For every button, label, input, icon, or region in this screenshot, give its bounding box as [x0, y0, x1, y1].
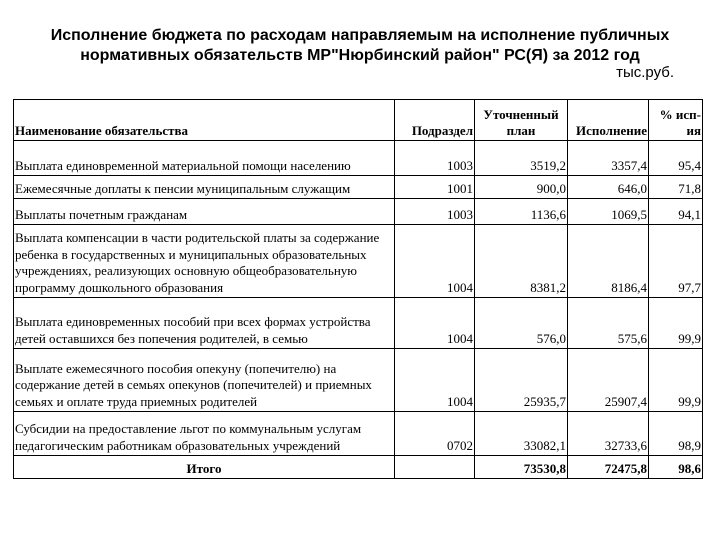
header-plan-line1: Уточненный — [483, 107, 559, 122]
row-plan: 33082,1 — [474, 412, 567, 455]
row-name: Выплата компенсации в части родительской платы за содержание ребенка в государственных и муниципальных образовательных учреждениях, реализующих основную общеобразовательную программу дошкольного образования — [15, 230, 380, 295]
header-percent-line1: % исп- — [659, 107, 701, 122]
row-plan: 3519,2 — [474, 141, 567, 175]
total-execution: 72475,8 — [567, 456, 648, 478]
row-plan: 900,0 — [474, 176, 567, 198]
table-row — [13, 140, 703, 175]
header-percent-line2: ия — [686, 123, 701, 138]
header-execution: Исполнение — [567, 100, 648, 140]
total-subsection — [394, 456, 474, 478]
row-percent: 99,9 — [648, 298, 702, 348]
row-execution: 646,0 — [567, 176, 648, 198]
table-header — [13, 99, 703, 140]
row-execution: 575,6 — [567, 298, 648, 348]
table-row — [13, 411, 703, 455]
row-name: Выплаты почетным гражданам — [15, 206, 188, 222]
row-plan: 576,0 — [474, 298, 567, 348]
header-subsection: Подраздел — [394, 100, 474, 140]
row-subsection: 1001 — [394, 176, 474, 198]
row-percent: 95,4 — [648, 141, 702, 175]
row-plan: 1136,6 — [474, 199, 567, 224]
row-name: Выплата единовременных пособий при всех формах устройства детей оставшихся без попечения родителей, в семью — [15, 314, 371, 346]
row-subsection: 1003 — [394, 199, 474, 224]
table-row — [13, 198, 703, 224]
row-percent: 94,1 — [648, 199, 702, 224]
total-plan: 73530,8 — [474, 456, 567, 478]
total-percent: 98,6 — [648, 456, 702, 478]
row-subsection: 1003 — [394, 141, 474, 175]
units-label: тыс.руб. — [616, 64, 674, 81]
row-percent: 98,9 — [648, 412, 702, 455]
budget-table — [13, 99, 703, 479]
row-subsection: 0702 — [394, 412, 474, 455]
row-plan: 8381,2 — [474, 225, 567, 297]
title-line-1: Исполнение бюджета по расходам направляемым на исполнение публичных — [50, 27, 670, 44]
table-row — [13, 224, 703, 297]
table-row — [13, 175, 703, 198]
row-subsection: 1004 — [394, 225, 474, 297]
title-line-2: нормативных обязательств МР"Нюрбинский район" РС(Я) за 2012 год — [80, 47, 640, 64]
row-percent: 71,8 — [648, 176, 702, 198]
page-title — [0, 26, 720, 66]
row-execution: 32733,6 — [567, 412, 648, 455]
header-percent — [648, 100, 702, 140]
table-row — [13, 297, 703, 348]
header-name: Наименование обязательства — [15, 123, 189, 138]
row-execution: 3357,4 — [567, 141, 648, 175]
row-subsection: 1004 — [394, 298, 474, 348]
row-execution: 1069,5 — [567, 199, 648, 224]
header-plan-line2: план — [506, 123, 536, 138]
row-subsection: 1004 — [394, 349, 474, 411]
row-execution: 8186,4 — [567, 225, 648, 297]
header-plan — [474, 100, 567, 140]
row-plan: 25935,7 — [474, 349, 567, 411]
total-label: Итого — [186, 460, 222, 476]
row-percent: 97,7 — [648, 225, 702, 297]
row-name: Ежемесячные доплаты к пенсии муниципальным служащим — [15, 180, 351, 196]
total-row — [13, 455, 703, 479]
row-name: Субсидии на предоставление льгот по коммунальным услугам педагогическим работникам образовательных учреждений — [15, 421, 362, 453]
table-row — [13, 348, 703, 411]
row-execution: 25907,4 — [567, 349, 648, 411]
row-name: Выплата единовременной материальной помощи населению — [15, 157, 351, 173]
row-percent: 99,9 — [648, 349, 702, 411]
row-name: Выплате ежемесячного пособия опекуну (попечителю) на содержание детей в семьях опекунов (попечителей) и приемных семьях и оплате труда приемных родителей — [15, 360, 372, 409]
